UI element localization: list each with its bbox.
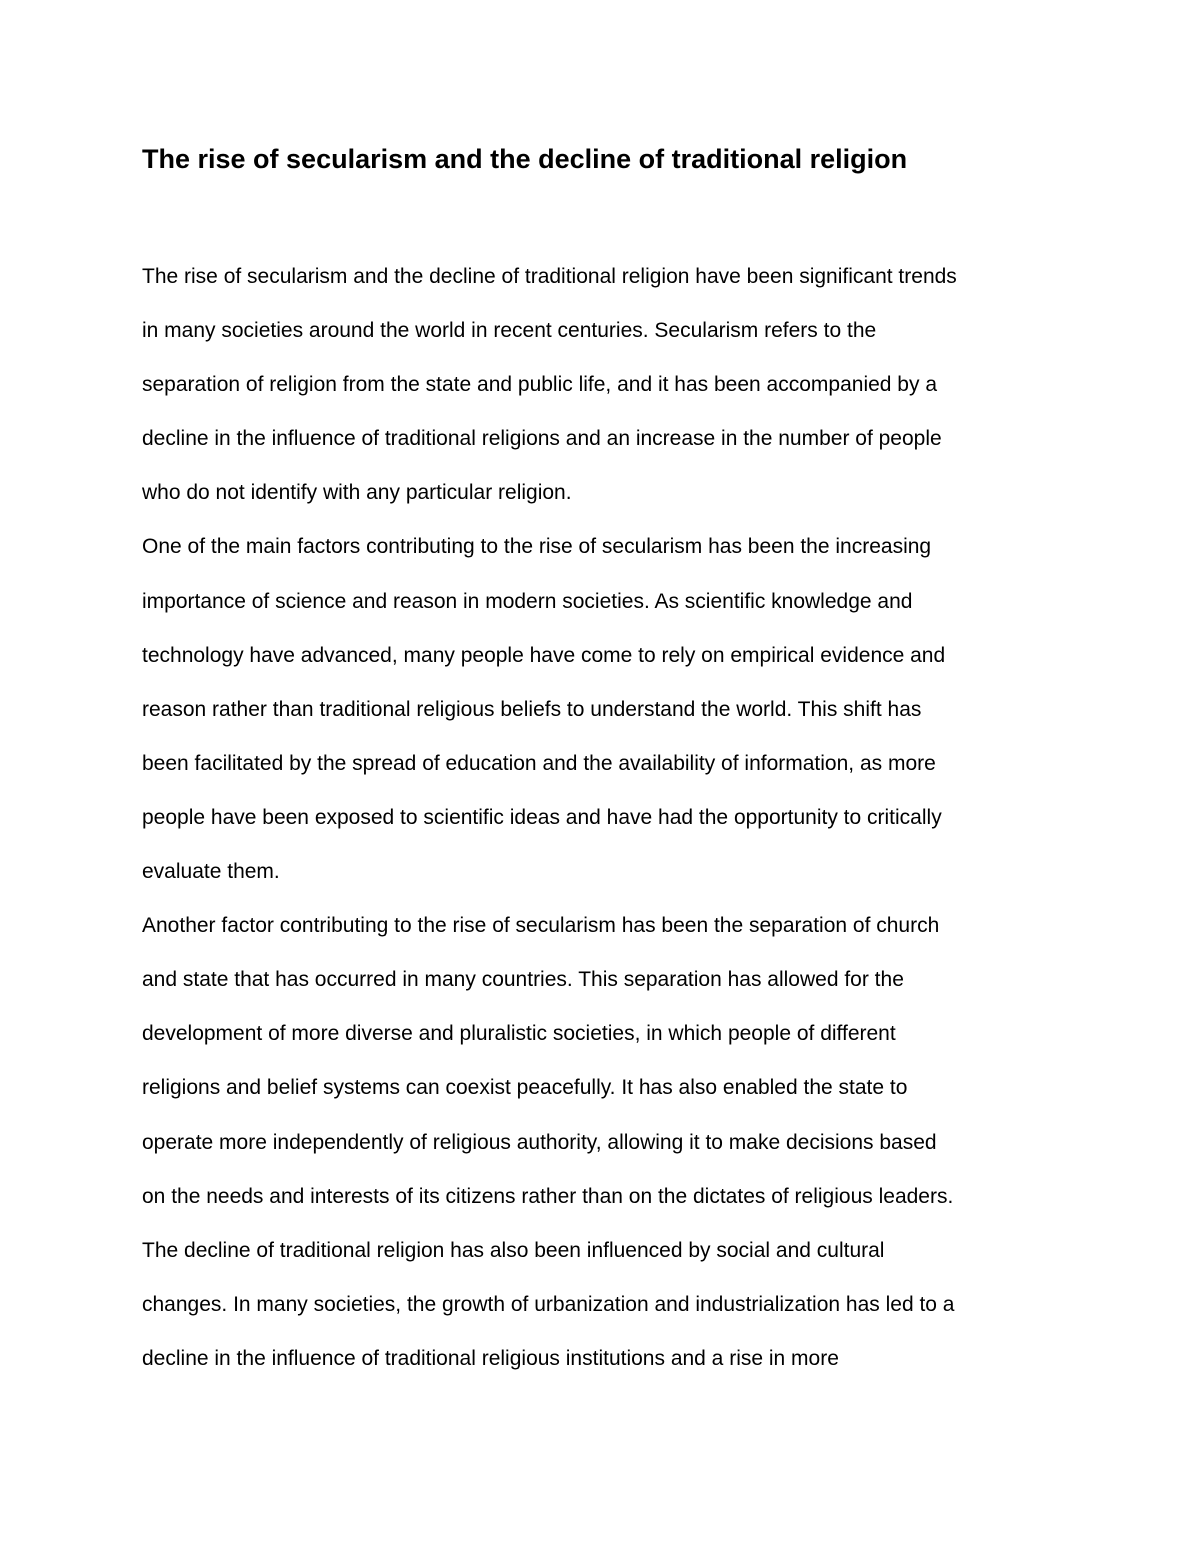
body-line: evaluate them. bbox=[142, 860, 280, 884]
body-line: decline in the influence of traditional religions and an increase in the number of people bbox=[142, 427, 942, 451]
body-line: operate more independently of religious authority, allowing it to make decisions based bbox=[142, 1130, 937, 1154]
body-line: The rise of secularism and the decline of traditional religion have been significant trends bbox=[142, 265, 957, 288]
body-line: importance of science and reason in modern societies. As scientific knowledge and bbox=[142, 589, 913, 613]
body-line: who do not identify with any particular religion. bbox=[142, 481, 572, 505]
body-line: Another factor contributing to the rise of secularism has been the separation of church bbox=[142, 914, 940, 938]
body-line: been facilitated by the spread of education and the availability of information, as more bbox=[142, 751, 936, 775]
document-title: The rise of secularism and the decline of traditional religion bbox=[142, 144, 908, 174]
body-line: people have been exposed to scientific ideas and have had the opportunity to critically bbox=[142, 805, 942, 829]
body-line: The decline of traditional religion has also been influenced by social and cultural bbox=[142, 1238, 885, 1262]
body-line: separation of religion from the state and public life, and it has been accompanied by a bbox=[142, 373, 937, 397]
body-line: on the needs and interests of its citizens rather than on the dictates of religious leaders. bbox=[142, 1184, 954, 1208]
body-line: in many societies around the world in recent centuries. Secularism refers to the bbox=[142, 319, 877, 343]
body-line: decline in the influence of traditional religious institutions and a rise in more bbox=[142, 1346, 839, 1370]
body-line: religions and belief systems can coexist peacefully. It has also enabled the state to bbox=[142, 1076, 908, 1100]
body-line: changes. In many societies, the growth of urbanization and industrialization has led to a bbox=[142, 1292, 955, 1316]
body-line: One of the main factors contributing to the rise of secularism has been the increasing bbox=[142, 535, 932, 559]
body-line: development of more diverse and pluralistic societies, in which people of different bbox=[142, 1022, 896, 1046]
body-line: technology have advanced, many people have come to rely on empirical evidence and bbox=[142, 643, 946, 667]
body-line: reason rather than traditional religious beliefs to understand the world. This shift has bbox=[142, 697, 922, 721]
document-body bbox=[142, 250, 1072, 1386]
body-line: and state that has occurred in many countries. This separation has allowed for the bbox=[142, 968, 904, 992]
